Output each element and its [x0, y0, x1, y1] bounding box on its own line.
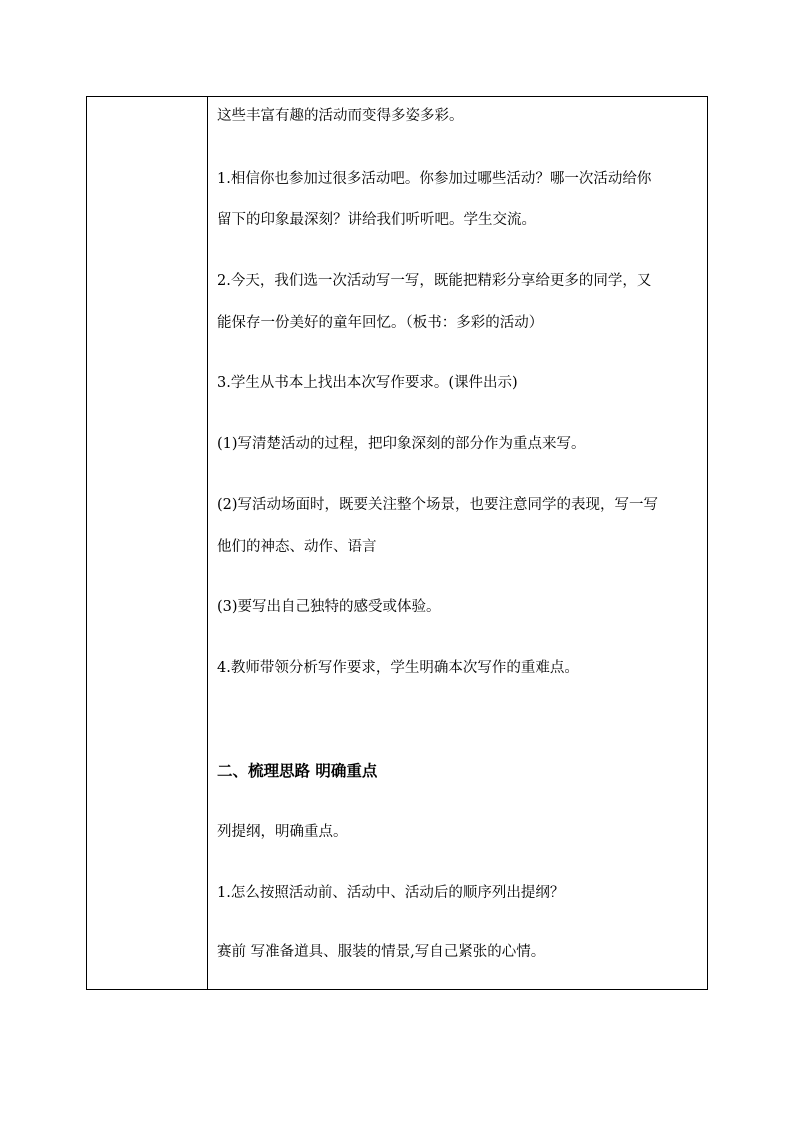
- text-line: 能保存一份美好的童年回忆。（板书：多彩的活动）: [217, 315, 544, 331]
- section-heading: 二、梳理思路 明确重点: [217, 761, 378, 780]
- text-line: (2)写活动场面时，既要关注整个场景，也要注意同学的表现，写一写: [217, 497, 659, 513]
- text-line: (3)要写出自己独特的感受或体验。: [217, 599, 441, 615]
- text-line: 1.怎么按照活动前、活动中、活动后的顺序列出提纲？: [217, 885, 565, 901]
- text-line: 4.教师带领分析写作要求，学生明确本次写作的重难点。: [217, 660, 579, 676]
- text-line: 2.今天，我们选一次活动写一写，既能把精彩分享给更多的同学，又: [217, 273, 652, 289]
- text-line: 留下的印象最深刻？讲给我们听听吧。学生交流。: [217, 212, 536, 228]
- text-line: 1.相信你也参加过很多活动吧。你参加过哪些活动？哪一次活动给你: [217, 171, 652, 187]
- text-line: 列提纲，明确重点。: [217, 824, 348, 840]
- text-line: 赛前 写准备道具、服装的情景,写自己紧张的心情。: [217, 944, 546, 960]
- text-line: 他们的神态、动作、语言: [217, 539, 377, 555]
- text-line: (1)写清楚活动的过程，把印象深刻的部分作为重点来写。: [217, 436, 586, 452]
- text-line: 3.学生从书本上找出本次写作要求。(课件出示): [217, 375, 518, 391]
- table-left-cell: [87, 97, 208, 989]
- text-line: 这些丰富有趣的活动而变得多姿多彩。: [217, 108, 464, 124]
- table-content-cell: [208, 97, 707, 989]
- lesson-table: [86, 96, 708, 990]
